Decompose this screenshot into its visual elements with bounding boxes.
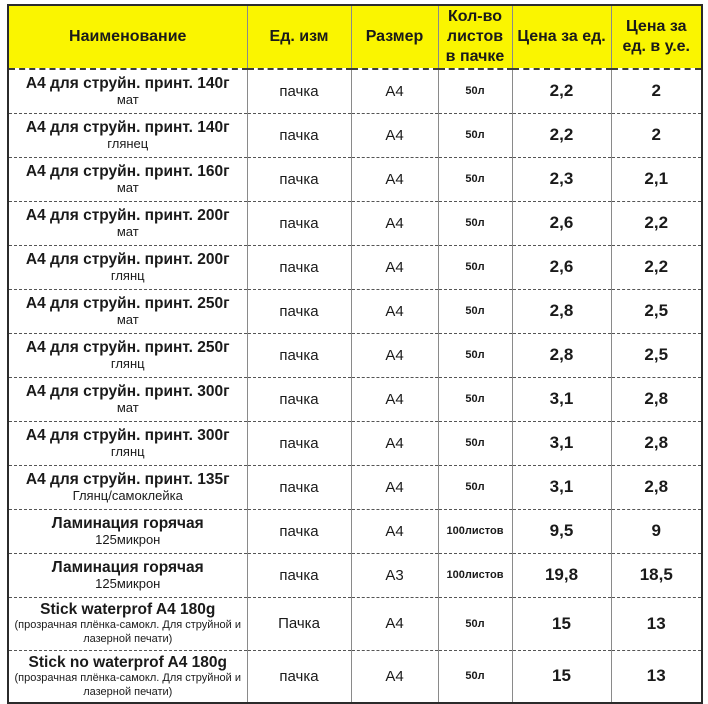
table-row — [8, 421, 702, 465]
size-cell: А4 — [351, 650, 438, 703]
price-usd-cell: 13 — [611, 650, 702, 703]
price-usd-cell: 9 — [611, 509, 702, 553]
price-cell: 15 — [512, 597, 611, 650]
product-name: А4 для струйн. принт. 300г — [25, 382, 230, 400]
size-cell: А4 — [351, 597, 438, 650]
size-cell: А4 — [351, 69, 438, 113]
table-row — [8, 509, 702, 553]
unit-cell: пачка — [247, 421, 351, 465]
unit-cell: пачка — [247, 157, 351, 201]
sheets-cell: 50л — [438, 333, 512, 377]
sheets-cell: 50л — [438, 650, 512, 703]
sheets-cell: 100листов — [438, 553, 512, 597]
product-name: А4 для струйн. принт. 135г — [25, 470, 230, 488]
table-row — [8, 465, 702, 509]
product-subname: мат — [116, 224, 139, 240]
product-subname: Глянц/самоклейка — [72, 488, 183, 504]
product-name: А4 для струйн. принт. 300г — [25, 426, 230, 444]
product-subname: глянц — [110, 356, 145, 372]
unit-cell: пачка — [247, 650, 351, 703]
product-name: А4 для струйн. принт. 250г — [25, 338, 230, 356]
size-cell: А4 — [351, 245, 438, 289]
price-cell: 2,6 — [512, 245, 611, 289]
unit-cell: пачка — [247, 553, 351, 597]
product-name: Stick waterprof A4 180g — [40, 601, 216, 619]
table-row — [8, 650, 702, 703]
size-cell: А4 — [351, 465, 438, 509]
unit-cell: пачка — [247, 333, 351, 377]
header-name: Наименование — [8, 5, 247, 69]
product-subname: глянц — [110, 268, 145, 284]
sheets-cell: 50л — [438, 113, 512, 157]
price-usd-cell: 2,5 — [611, 333, 702, 377]
price-cell: 2,8 — [512, 333, 611, 377]
unit-cell: Пачка — [247, 597, 351, 650]
sheets-cell: 50л — [438, 465, 512, 509]
product-name: А4 для струйн. принт. 200г — [25, 206, 230, 224]
price-cell: 2,2 — [512, 113, 611, 157]
size-cell: А3 — [351, 553, 438, 597]
size-cell: А4 — [351, 509, 438, 553]
table-row — [8, 333, 702, 377]
product-subname: (прозрачная плёнка-самокл. Для струйной и лазерной печати) — [14, 619, 241, 646]
price-cell: 3,1 — [512, 465, 611, 509]
unit-cell: пачка — [247, 509, 351, 553]
size-cell: А4 — [351, 157, 438, 201]
sheets-cell: 50л — [438, 201, 512, 245]
price-usd-cell: 2,5 — [611, 289, 702, 333]
sheets-cell: 50л — [438, 597, 512, 650]
product-subname: мат — [116, 92, 139, 108]
price-usd-cell: 2,1 — [611, 157, 702, 201]
price-usd-cell: 2,2 — [611, 201, 702, 245]
sheets-cell: 50л — [438, 377, 512, 421]
header-price-usd: Цена за ед. в у.е. — [611, 5, 702, 69]
price-usd-cell: 18,5 — [611, 553, 702, 597]
sheets-cell: 50л — [438, 289, 512, 333]
product-name: Ламинация горячая — [51, 558, 204, 576]
unit-cell: пачка — [247, 465, 351, 509]
sheets-cell: 50л — [438, 421, 512, 465]
unit-cell: пачка — [247, 69, 351, 113]
product-name: А4 для струйн. принт. 140г — [25, 118, 230, 136]
size-cell: А4 — [351, 113, 438, 157]
price-cell: 15 — [512, 650, 611, 703]
table-row — [8, 289, 702, 333]
table-row — [8, 201, 702, 245]
header-sheets: Кол-во листов в пачке — [438, 5, 512, 69]
product-subname: 125микрон — [95, 532, 161, 548]
header-size: Размер — [351, 5, 438, 69]
product-name: А4 для струйн. принт. 200г — [25, 250, 230, 268]
sheets-cell: 50л — [438, 69, 512, 113]
size-cell: А4 — [351, 201, 438, 245]
size-cell: А4 — [351, 289, 438, 333]
header-unit: Ед. изм — [247, 5, 351, 69]
price-usd-cell: 2,8 — [611, 421, 702, 465]
unit-cell: пачка — [247, 289, 351, 333]
size-cell: А4 — [351, 421, 438, 465]
price-cell: 9,5 — [512, 509, 611, 553]
product-name: Ламинация горячая — [51, 514, 204, 532]
size-cell: А4 — [351, 333, 438, 377]
table-row — [8, 553, 702, 597]
price-usd-cell: 2 — [611, 113, 702, 157]
table-row — [8, 245, 702, 289]
product-subname: мат — [116, 312, 139, 328]
table-row — [8, 157, 702, 201]
product-subname: глянец — [107, 136, 149, 152]
size-cell: А4 — [351, 377, 438, 421]
price-usd-cell: 2,8 — [611, 465, 702, 509]
unit-cell: пачка — [247, 377, 351, 421]
sheets-cell: 100листов — [438, 509, 512, 553]
product-name: Stick no waterprof A4 180g — [28, 653, 227, 671]
price-usd-cell: 13 — [611, 597, 702, 650]
product-subname: глянц — [110, 444, 145, 460]
product-subname: 125микрон — [95, 576, 161, 592]
price-cell: 2,8 — [512, 289, 611, 333]
price-cell: 19,8 — [512, 553, 611, 597]
product-name: А4 для струйн. принт. 160г — [25, 162, 230, 180]
product-name: А4 для струйн. принт. 140г — [25, 75, 230, 93]
price-table — [7, 4, 703, 704]
price-cell: 2,2 — [512, 69, 611, 113]
unit-cell: пачка — [247, 113, 351, 157]
product-subname: мат — [116, 180, 139, 196]
product-subname: (прозрачная плёнка-самокл. Для струйной и лазерной печати) — [14, 672, 241, 698]
table-header — [8, 5, 702, 69]
product-name: А4 для струйн. принт. 250г — [25, 294, 230, 312]
sheets-cell: 50л — [438, 245, 512, 289]
unit-cell: пачка — [247, 201, 351, 245]
price-cell: 2,3 — [512, 157, 611, 201]
sheets-cell: 50л — [438, 157, 512, 201]
price-cell: 3,1 — [512, 421, 611, 465]
table-row — [8, 597, 702, 650]
table-row — [8, 377, 702, 421]
table-row — [8, 69, 702, 113]
header-price: Цена за ед. — [512, 5, 611, 69]
price-cell: 2,6 — [512, 201, 611, 245]
price-usd-cell: 2 — [611, 69, 702, 113]
price-usd-cell: 2,8 — [611, 377, 702, 421]
product-subname: мат — [116, 400, 139, 416]
price-cell: 3,1 — [512, 377, 611, 421]
price-usd-cell: 2,2 — [611, 245, 702, 289]
table-row — [8, 113, 702, 157]
unit-cell: пачка — [247, 245, 351, 289]
